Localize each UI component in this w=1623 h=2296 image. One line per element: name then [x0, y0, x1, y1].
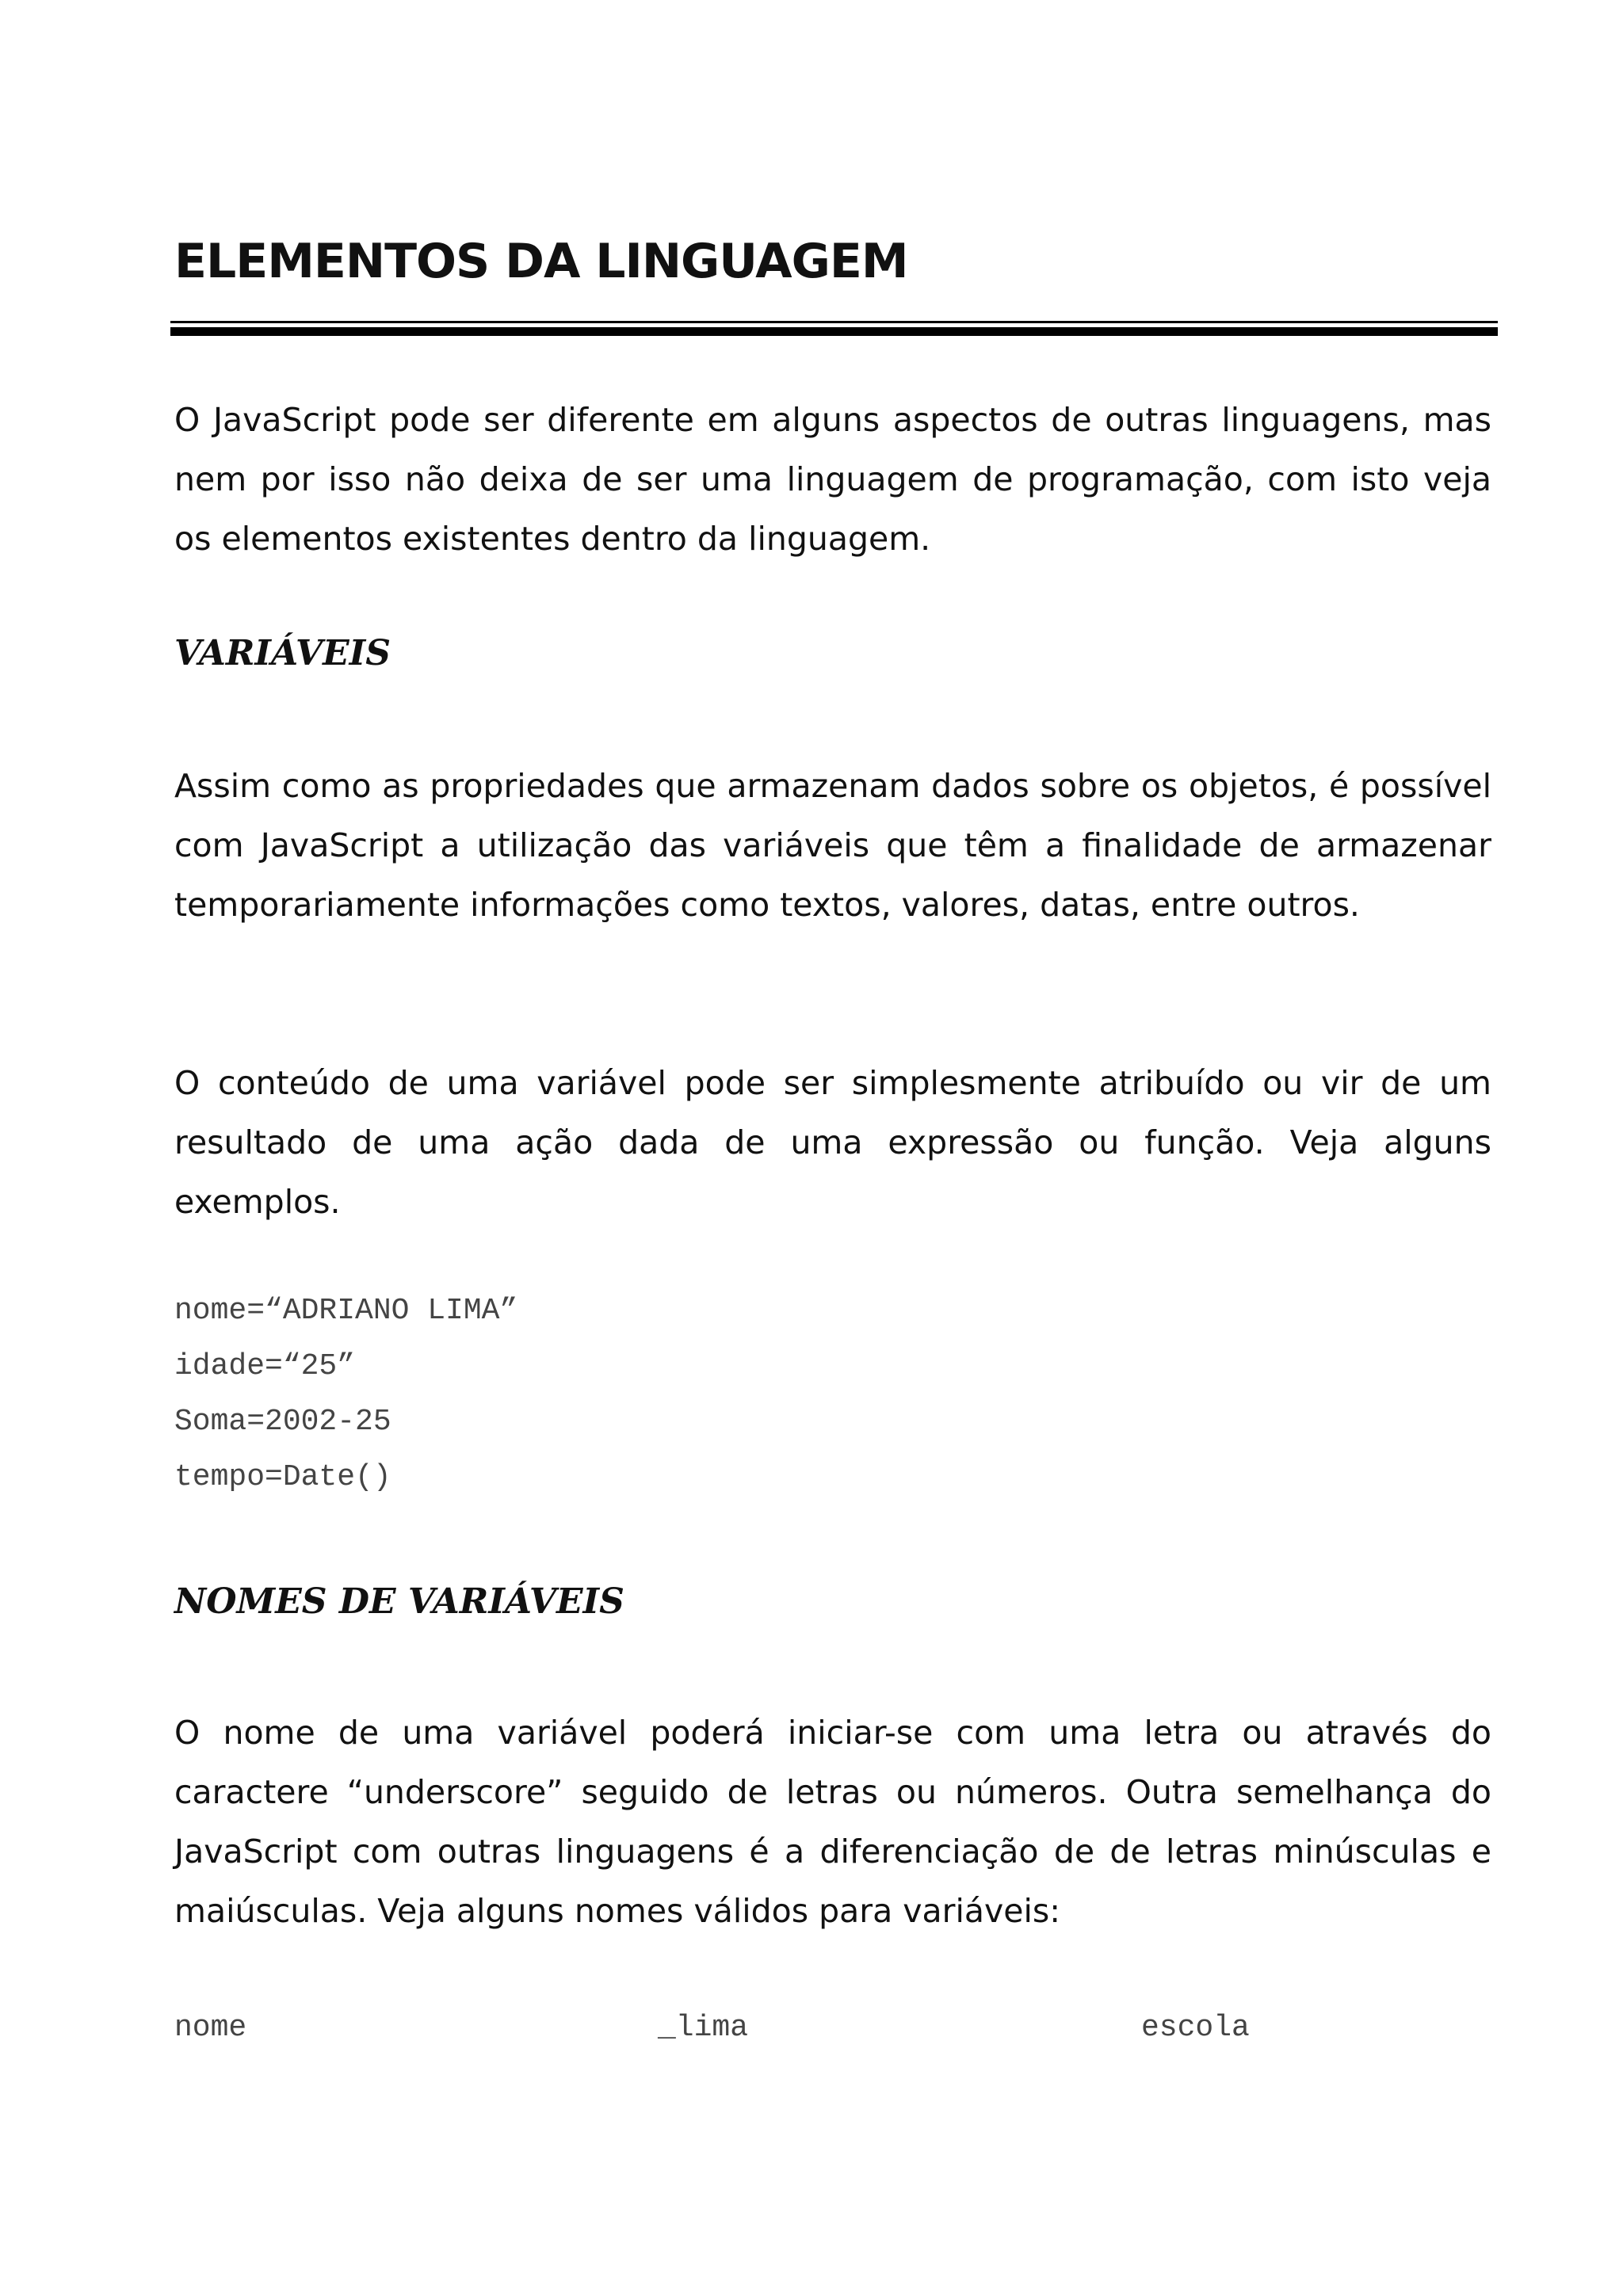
code-example-block [174, 1283, 517, 1505]
title-underline-thin [170, 321, 1498, 323]
section-heading-nomes-de-variaveis: NOMES DE VARIÁVEIS [174, 1581, 624, 1622]
code-line: tempo=Date() [174, 1460, 391, 1494]
page-title: ELEMENTOS DA LINGUAGEM [174, 234, 908, 289]
nomes-paragraph-1: O nome de uma variável poderá iniciar-se com uma letra ou através do caractere “underscore” seguido de letras ou números. Outra semelhança do JavaScript com outras linguagens é a diferenciação de de letras minúsculas e maiúsculas. Veja alguns nomes válidos para variáveis: [174, 1714, 1491, 1930]
intro-paragraph: O JavaScript pode ser diferente em alguns aspectos de outras linguagens, mas nem por isso não deixa de ser uma linguagem de programação, com isto veja os elementos existentes dentro da linguagem. [174, 401, 1491, 558]
title-underline-thick [170, 327, 1498, 336]
variable-name-example: _lima [658, 2011, 749, 2045]
code-line: nome=“ADRIANO LIMA” [174, 1294, 518, 1328]
variaveis-paragraph-1: Assim como as propriedades que armazenam dados sobre os objetos, é possível com JavaScript a utilização das variáveis que têm a finalidade de armazenar temporariamente informações como textos, valores, datas, entre outros. [174, 767, 1491, 924]
variable-name-example: nome [174, 2011, 247, 2045]
variable-name-example: escola [1141, 2011, 1250, 2045]
variaveis-paragraph-2: O conteúdo de uma variável pode ser simplesmente atribuído ou vir de um resultado de uma ação dada de uma expressão ou função. Veja alguns exemplos. [174, 1064, 1491, 1221]
code-line: idade=“25” [174, 1349, 356, 1383]
section-heading-variaveis: VARIÁVEIS [174, 633, 391, 673]
code-line: Soma=2002-25 [174, 1405, 391, 1439]
